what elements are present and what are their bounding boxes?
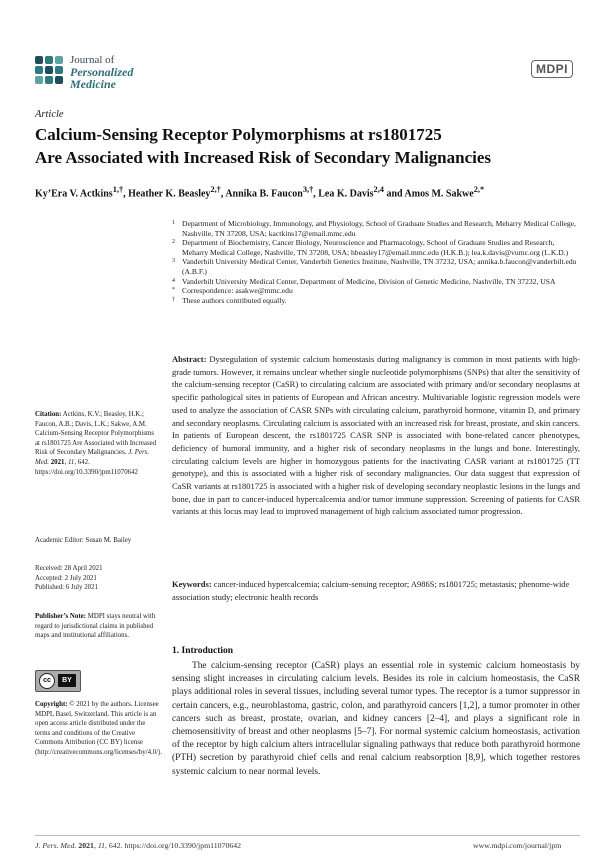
citation-journal: J. Pers. Med. xyxy=(35,449,150,466)
academic-editor: Academic Editor: Susan M. Bailey xyxy=(35,537,132,544)
correspondence-item xyxy=(172,286,580,296)
title-line-1: Calcium-Sensing Receptor Polymorphisms at rs1801725 xyxy=(35,125,442,144)
publisher-logo-text: MDPI xyxy=(531,60,573,78)
affiliation-number: 2 xyxy=(172,239,175,246)
author-separator: , xyxy=(313,188,319,200)
published-date: Published: 6 July 2021 xyxy=(35,584,98,592)
author-name[interactable]: Heather K. Beasley xyxy=(128,188,211,200)
journal-name xyxy=(70,55,133,92)
journal-logo-icon xyxy=(35,56,65,86)
citation-label: Citation: xyxy=(35,411,62,418)
footer-doi-link[interactable]: , 642. https://doi.org/10.3390/jpm11070642 xyxy=(105,841,242,850)
accepted-date: Accepted: 2 July 2021 xyxy=(35,574,97,582)
affiliation-number: * xyxy=(172,287,175,294)
footer-year: 2021 xyxy=(78,841,94,850)
author-sup: 2,* xyxy=(473,185,485,194)
creative-commons-icon: cc xyxy=(39,673,55,689)
abstract xyxy=(172,353,580,518)
affiliation-text: Vanderbilt University Medical Center, Vanderbilt Genetics Institute, Nashville, TN 37232, USA; annika.b.faucon@vanderbilt.edu (A.B.F.) xyxy=(182,257,577,276)
copyright-label: Copyright: xyxy=(35,701,68,708)
affiliation-text: Vanderbilt University Medical Center, Department of Medicine, Division of Genetic Medicine, Nashville, TN 37232, USA xyxy=(182,276,556,286)
received-date: Received: 28 April 2021 xyxy=(35,565,103,572)
publisher-note-label: Publisher’s Note: xyxy=(35,613,86,620)
title-line-2: Are Associated with Increased Risk of Secondary Malignancies xyxy=(35,148,492,167)
publisher-note-text: MDPI stays neutral with regard to jurisdictional claims in published maps and institutional affiliations. xyxy=(35,613,156,640)
author-name[interactable]: Annika B. Faucon xyxy=(225,188,303,200)
cc-by-license-badge[interactable] xyxy=(35,670,81,692)
article-type-label: Article xyxy=(35,109,64,120)
abstract-text: Dysregulation of systemic calcium homeostasis during malignancy is common in most patients with high-grade tumors. However, it remains unclear whether single nucleotide polymorphisms (SNPs) that alter the sensitivity of the calcium-sensing receptor (CaSR) to circulating calcium are associated with primary and/or secondary neoplasms at specific pathological sites in patients of European and African ancestry. Multivariable logistic regression models were used to analyze the association of CASR SNPs with circulating calcium, parathyroid hormone, vitamin D, and primary and secondary neoplasms. Circulating calcium is associated with an increased risk for breast, prostate, and skin cancers. In patients of European descent, the rs1801725 CASR SNP is associated with bone-related cancer phenotypes, deficiency of humoral immunity, and a higher risk of secondary neoplasms in the lungs and bone. Interestingly, circulating calcium levels are higher in homozygous patients for the inactivating CASR variant at rs1801725 (TT genotype), and this is associated with a higher risk of secondary malignancies. Our data suggest that expression of CaSR variants at rs1801725 is associated with a higher risk of developing secondary neoplastic lesions in the lungs and bone, due in part to cancer-induced hypercalcemia and/or tumor immune suppression. Screening of patients for CASR variants at this locus may lead to improved management of high calcium associated tumor progression. xyxy=(172,354,580,517)
author-separator: , xyxy=(123,188,129,200)
author-separator: and xyxy=(383,188,405,200)
footer-citation: J. Pers. Med. 2021, 11, 642. https://doi.org/10.3390/jpm11070642 xyxy=(35,841,242,850)
abstract-label: Abstract: xyxy=(172,354,207,364)
affiliation-item xyxy=(172,277,580,287)
citation-doi[interactable]: , 642. https://doi.org/10.3390/jpm11070642 xyxy=(35,458,138,476)
affiliation-text: Department of Microbiology, Immunology, and Physiology, School of Graduate Studies and Research, Meharry Medical College, Nashville, TN 37208, USA; kactkins17@email.mmc.edu xyxy=(182,219,576,238)
dates-block xyxy=(35,564,160,593)
copyright-block xyxy=(35,700,163,758)
publisher-logo xyxy=(531,60,573,80)
affiliation-number: 1 xyxy=(172,220,175,226)
affiliation-number: 4 xyxy=(172,277,175,284)
author-sup: 2,† xyxy=(210,185,221,194)
article-title xyxy=(35,123,580,169)
affiliations xyxy=(172,219,580,305)
keywords xyxy=(172,578,580,603)
author-name[interactable]: Ky’Era V. Actkins xyxy=(35,188,113,200)
keywords-label: Keywords: xyxy=(172,579,212,589)
author-sup: 2,4 xyxy=(373,185,384,194)
attribution-icon: BY xyxy=(58,674,76,687)
affiliation-item xyxy=(172,257,580,276)
journal-name-line1: Journal of xyxy=(70,54,115,66)
footer-volume: 11 xyxy=(97,841,106,850)
affiliation-text: Department of Biochemistry, Cancer Biology, Neuroscience and Pharmacology, School of Graduate Studies and Research, Meharry Medical College, Nashville, TN 37208, USA; hbeasley17@email.mmc.edu (H.K.B.); lea.k.davis@vumc.org (L.K.D.) xyxy=(182,238,569,257)
affiliation-number: 3 xyxy=(172,258,175,265)
author-separator: , xyxy=(220,188,226,200)
journal-name-line2: Personalized xyxy=(70,64,134,79)
section-heading-introduction: 1. Introduction xyxy=(172,646,234,656)
affiliation-number: † xyxy=(172,296,175,303)
citation-year: 2021 xyxy=(50,458,65,466)
equal-contribution-note xyxy=(172,296,580,306)
footer-divider xyxy=(35,835,580,836)
publisher-note xyxy=(35,612,160,641)
correspondence-text[interactable]: Correspondence: asakwe@mmc.edu xyxy=(182,286,293,296)
citation-block: Citation: Actkins, K.V.; Beasley, H.K.; Faucon, A.B.; Davis, L.K.; Sakwe, A.M. Calcium-Sensing Receptor Polymorphisms at rs1801725 Are Associated with Increased Risk of Secondary Malignancies. J. Pers. Med. 2021, 11, 642. https://doi.org/10.3390/jpm11070642 xyxy=(35,411,157,476)
author-name[interactable]: Amos M. Sakwe xyxy=(404,188,474,200)
journal-name-line3: Medicine xyxy=(70,77,116,91)
author-list xyxy=(35,185,580,199)
footer-journal-url[interactable]: www.mdpi.com/journal/jpm xyxy=(473,841,562,850)
citation-volume: 11 xyxy=(67,458,75,466)
footer-journal: J. Pers. Med. xyxy=(35,841,77,850)
affiliation-item xyxy=(172,238,580,257)
copyright-text: © 2021 by the authors. Licensee MDPI, Basel, Switzerland. This article is an open access article distributed under the terms and conditions of the Creative Commons Attribution (CC BY) license (http://creativecommons.org/licenses/by/4.0/). xyxy=(35,701,163,756)
citation-text: Actkins, K.V.; Beasley, H.K.; Faucon, A.B.; Davis, L.K.; Sakwe, A.M. Calcium-Sensing Receptor Polymorphisms at rs1801725 Are Associated with Increased Risk of Secondary Malignancies. xyxy=(35,411,157,457)
affiliation-item xyxy=(172,219,580,238)
equal-contribution-text: These authors contributed equally. xyxy=(182,295,287,305)
keywords-text: cancer-induced hypercalcemia; calcium-sensing receptor; A986S; rs1801725; metastasis; phenome-wide association study; electronic health records xyxy=(172,579,570,602)
introduction-paragraph: The calcium-sensing receptor (CaSR) plays an essential role in systemic calcium homeostasis by sensing slight increases in circulating calcium levels. Besides its role in calcium homeostasis, the CaSR plays additional roles in several tissues, including several tumor types. The receptor is a tumor suppressor in certain cancers, e.g., neuroblastoma, gastric, colon, and parathyroid cancers [1,2], a tumor promoter in other cancers such as breast, prostate, ovarian, and kidney cancers [2–4], and plays a significant role in chemosensitivity of breast and other neoplasms [5–7]. For normal systemic calcium homeostasis, activation of the receptor by high calcium alters intracellular signaling pathways that reduce both parathyroid hormone (PTH) secretion by parathyroid chief cells and renal calcium reabsorption [8,9], which together restores systemic calcium to near normal levels. xyxy=(172,661,580,777)
author-name[interactable]: Lea K. Davis xyxy=(318,188,374,200)
author-sup: 1,† xyxy=(112,185,124,194)
author-sup: 3,† xyxy=(302,185,314,194)
